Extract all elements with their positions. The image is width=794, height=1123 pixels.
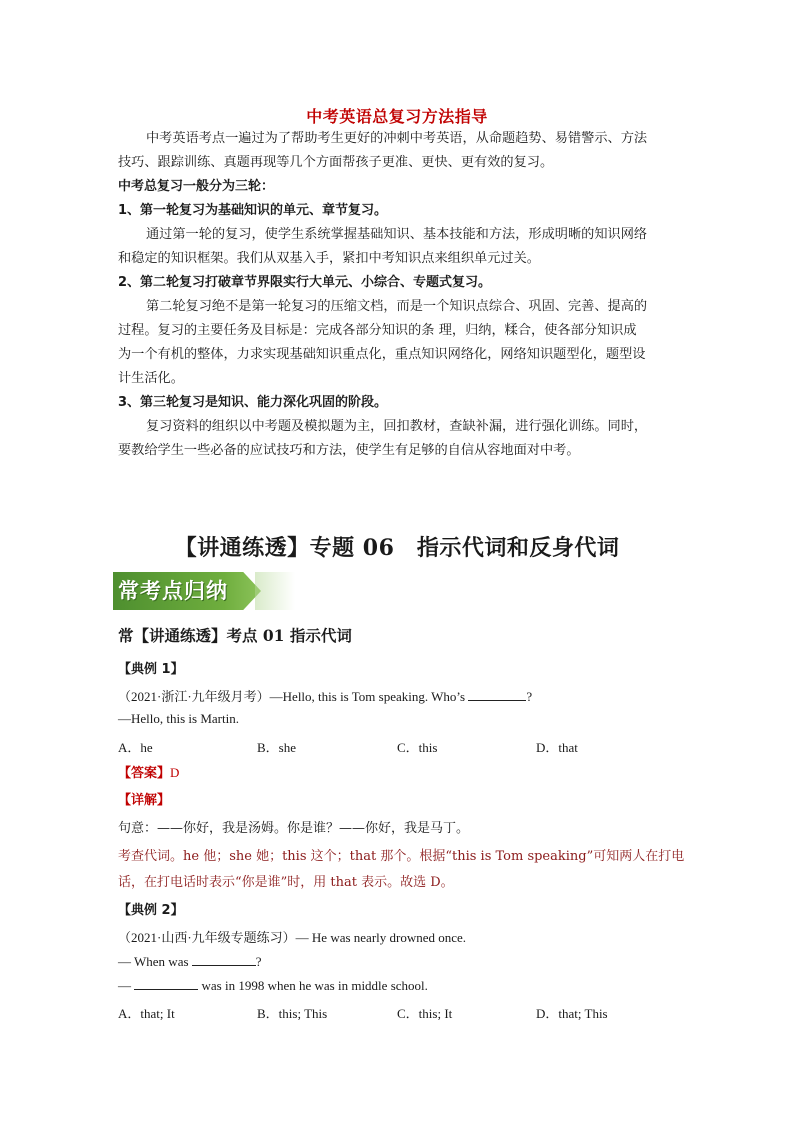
example2-option-a: A．that; It — [118, 1006, 175, 1021]
question-text: ? — [526, 689, 533, 704]
round2-text: 过程。复习的主要任务及目标是：完成各部分知识的条 理，归纳，糅合，使各部分知识成 — [118, 323, 637, 338]
example2-option-d: D．that; This — [536, 1006, 608, 1021]
answer-blank — [468, 688, 526, 701]
question-text: ? — [255, 954, 262, 969]
detail-label: 【详解】 — [118, 793, 171, 808]
round1-heading: 1、第一轮复习为基础知识的单元、章节复习。 — [118, 203, 388, 218]
example2-question: （2021·山西·九年级专题练习）— He was nearly drowned once. — [118, 930, 467, 945]
example1-question — [118, 686, 698, 705]
intro-line: 中考英语考点一遍过为了帮助考生更好的冲刺中考英语，从命题趋势、易错警示、方法 — [146, 131, 648, 146]
example1-option-c: C．this — [397, 740, 438, 755]
question-text: was in 1998 when he was in middle school. — [201, 978, 428, 993]
round2-text: 为一个有机的整体，力求实现基础知识重点化，重点知识网络化，网络知识题型化，题型设 — [118, 347, 646, 362]
topic-title: 【讲通练透】专题 06 指示代词和反身代词 — [174, 535, 620, 561]
round1-text: 和稳定的知识框架。我们从双基入手，紧扣中考知识点来组织单元过关。 — [118, 251, 540, 266]
banner-fade — [255, 572, 295, 610]
section-banner-label: 常考点归纳 — [118, 579, 228, 603]
example2-line3 — [118, 977, 698, 994]
example1-option-b: B．she — [257, 740, 297, 755]
answer-blank — [192, 953, 256, 966]
answer-blank — [134, 977, 198, 990]
rounds-heading: 中考总复习一般分为三轮： — [118, 179, 275, 194]
question-text: — When was — [118, 954, 189, 969]
explanation-line: 考查代词。he 他；she 她；this 这个；that 那个。根据“this is Tom speaking”可知两人在打电 — [118, 849, 685, 864]
round2-text: 计生活化。 — [118, 371, 184, 386]
example1-option-a: A．he — [118, 740, 153, 755]
translation: 句意：——你好，我是汤姆。你是谁？——你好，我是马丁。 — [118, 821, 470, 836]
example2-line2 — [118, 953, 698, 970]
answer-value: D — [170, 765, 180, 780]
example1-option-d: D．that — [536, 740, 578, 755]
example1-label: 【典例 1】 — [118, 662, 184, 677]
round3-text: 要教给学生一些必备的应试技巧和方法，使学生有足够的自信从容地面对中考。 — [118, 443, 580, 458]
round3-text: 复习资料的组织以中考题及模拟题为主，回扣教材，查缺补漏，进行强化训练。同时， — [146, 419, 648, 434]
guide-title: 中考英语总复习方法指导 — [306, 107, 488, 126]
example1-answer — [118, 762, 698, 781]
example2-label: 【典例 2】 — [118, 903, 184, 918]
guide-intro — [118, 127, 688, 463]
answer-label: 【答案】 — [118, 766, 171, 781]
round2-text: 第二轮复习绝不是第一轮复习的压缩文档，而是一个知识点综合、巩固、完善、提高的 — [146, 299, 648, 314]
intro-line: 技巧、跟踪训练、真题再现等几个方面帮孩子更准、更快、更有效的复习。 — [118, 155, 554, 170]
example2-option-c: C．this; It — [397, 1006, 453, 1021]
question-text: — — [118, 978, 131, 993]
example2-option-b: B．this; This — [257, 1006, 328, 1021]
explanation-line: 话，在打电话时表示“你是谁”时，用 that 表示。故选 D。 — [118, 875, 454, 890]
question-text: （2021·浙江·九年级月考）—Hello, this is Tom speaking. Who’s — [118, 689, 466, 704]
point-title: 常【讲通练透】考点 01 指示代词 — [118, 626, 352, 645]
round1-text: 通过第一轮的复习，使学生系统掌握基础知识、基本技能和方法，形成明晰的知识网络 — [146, 227, 648, 242]
round2-heading: 2、第二轮复习打破章节界限实行大单元、小综合、专题式复习。 — [118, 275, 492, 290]
example1-reply: —Hello, this is Martin. — [118, 711, 239, 726]
round3-heading: 3、第三轮复习是知识、能力深化巩固的阶段。 — [118, 395, 388, 410]
